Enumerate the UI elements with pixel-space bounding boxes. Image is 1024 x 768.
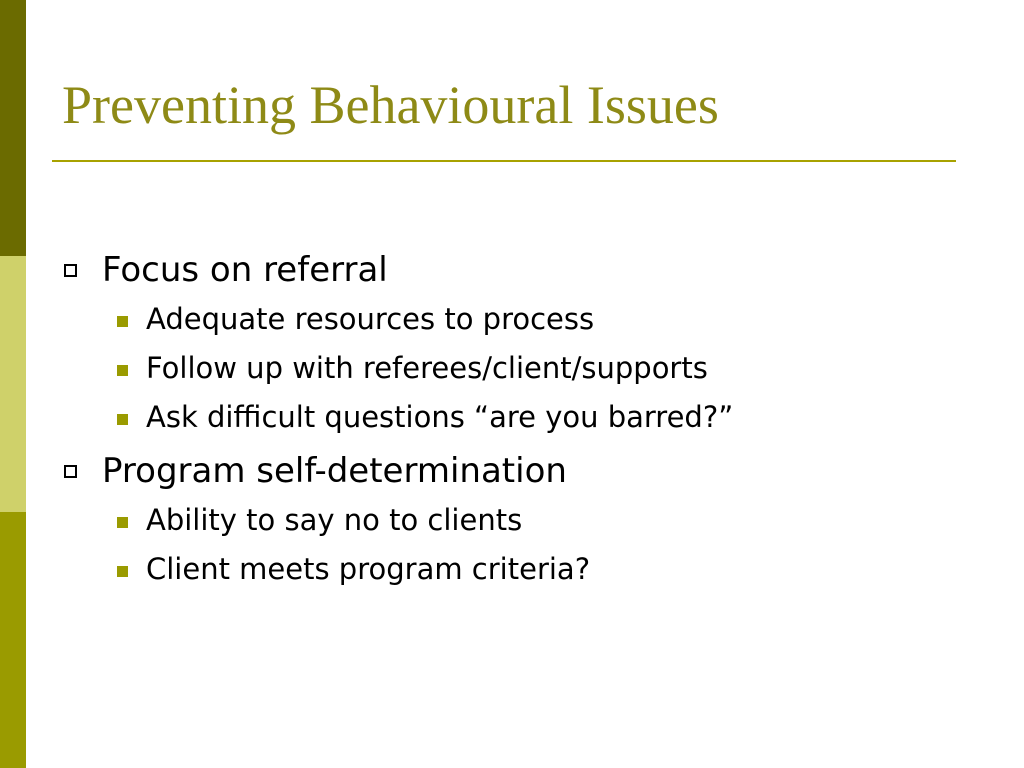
filled-square-bullet-icon bbox=[117, 517, 128, 528]
sub-bullet-text: Adequate resources to process bbox=[146, 302, 595, 336]
sub-bullet-item bbox=[62, 295, 962, 344]
sub-bullet-item bbox=[62, 496, 962, 545]
side-bar-top bbox=[0, 0, 26, 256]
bullet-list bbox=[62, 245, 962, 594]
side-bar-bottom bbox=[0, 512, 26, 768]
sub-bullet-item bbox=[62, 344, 962, 393]
hollow-square-bullet-icon bbox=[64, 465, 77, 478]
hollow-square-bullet-icon bbox=[64, 264, 77, 277]
sub-bullet-text: Ask difficult questions “are you barred?” bbox=[146, 400, 734, 434]
bullet-item bbox=[62, 446, 962, 496]
filled-square-bullet-icon bbox=[117, 566, 128, 577]
sub-bullet-text: Client meets program criteria? bbox=[146, 552, 591, 586]
sub-bullet-item bbox=[62, 545, 962, 594]
bullet-item bbox=[62, 245, 962, 295]
slide-title: Preventing Behavioural Issues bbox=[62, 75, 719, 135]
filled-square-bullet-icon bbox=[117, 365, 128, 376]
filled-square-bullet-icon bbox=[117, 316, 128, 327]
bullet-text: Focus on referral bbox=[102, 250, 388, 290]
filled-square-bullet-icon bbox=[117, 414, 128, 425]
bullet-text: Program self-determination bbox=[102, 451, 567, 491]
sub-bullet-text: Ability to say no to clients bbox=[146, 503, 523, 537]
sub-bullet-item bbox=[62, 393, 962, 442]
sub-bullet-text: Follow up with referees/client/supports bbox=[146, 351, 708, 385]
side-bar-middle bbox=[0, 256, 26, 512]
title-underline bbox=[52, 160, 956, 162]
